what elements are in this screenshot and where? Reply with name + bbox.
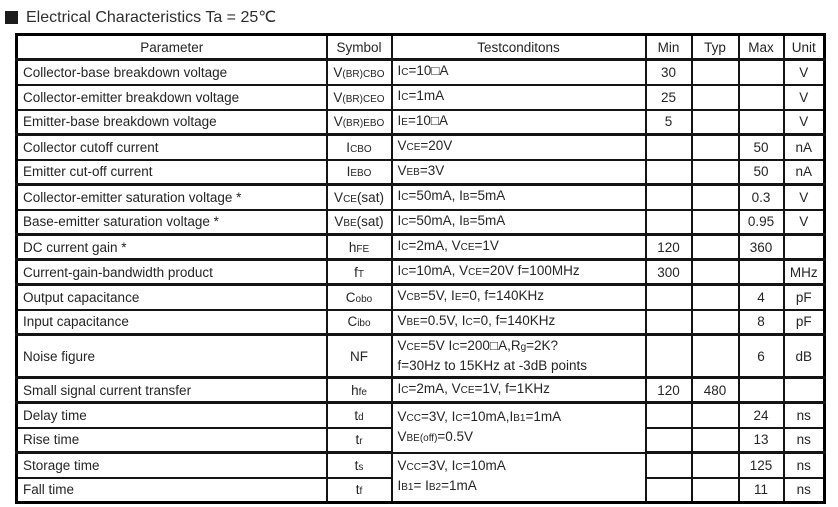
table-row [17,210,825,235]
symbol-cell: hfe [327,378,392,403]
conditions-cell: VCB=5V, IE=0, f=140KHz [392,285,646,310]
min-cell [646,135,692,160]
conditions-cell: VCC=3V, IC=10mA IB1= IB2=1mA [392,453,646,503]
max-cell: 24 [739,403,784,428]
min-cell: 25 [646,85,692,110]
symbol-cell: tr [327,428,392,453]
symbol-cell: ts [327,453,392,478]
unit-cell: pF [784,310,825,335]
typ-cell [692,235,739,260]
min-cell [646,160,692,185]
parameter-cell: Collector-emitter breakdown voltage [17,85,327,110]
conditions-cell: VEB=3V [392,160,646,185]
typ-cell [692,428,739,453]
parameter-cell: Collector-base breakdown voltage [17,60,327,85]
parameter-cell: Rise time [17,428,327,453]
min-cell [646,210,692,235]
symbol-cell: hFE [327,235,392,260]
parameter-cell: Emitter cut-off current [17,160,327,185]
parameter-cell: Small signal current transfer [17,378,327,403]
parameter-cell: Storage time [17,453,327,478]
conditions-cell: VCE=5V IC=200□A,Rg=2K? f=30Hz to 15KHz at -3dB points [392,335,646,378]
symbol-cell: IEBO [327,160,392,185]
min-cell: 120 [646,378,692,403]
unit-cell: ns [784,403,825,428]
min-cell [646,478,692,503]
max-cell: 11 [739,478,784,503]
parameter-cell: Output capacitance [17,285,327,310]
table-row [17,285,825,310]
max-cell: 6 [739,335,784,378]
parameter-cell: Collector-emitter saturation voltage * [17,185,327,210]
unit-cell: nA [784,160,825,185]
unit-cell: dB [784,335,825,378]
typ-cell: 480 [692,378,739,403]
max-cell: 13 [739,428,784,453]
section-title-bar [0,0,838,27]
max-cell [739,60,784,85]
col-header-min: Min [646,35,692,60]
table-row [17,185,825,210]
table-row [17,135,825,160]
typ-cell [692,310,739,335]
min-cell [646,335,692,378]
square-bullet-icon [5,11,18,24]
symbol-cell: ICBO [327,135,392,160]
min-cell: 5 [646,110,692,135]
unit-cell: V [784,110,825,135]
col-header-parameter: Parameter [17,35,327,60]
conditions-cell: IE=10□A [392,110,646,135]
unit-cell: MHz [784,260,825,285]
min-cell [646,403,692,428]
typ-cell [692,110,739,135]
max-cell: 360 [739,235,784,260]
col-header-conditions: Testconditons [392,35,646,60]
unit-cell: ns [784,453,825,478]
symbol-cell: td [327,403,392,428]
conditions-cell: VBE=0.5V, IC=0, f=140KHz [392,310,646,335]
parameter-cell: DC current gain * [17,235,327,260]
page-title: Electrical Characteristics Ta = 25℃ [26,9,277,26]
conditions-cell: IC=2mA, VCE=1V, f=1KHz [392,378,646,403]
table-body [17,60,825,503]
symbol-cell: Cobo [327,285,392,310]
table-row [17,85,825,110]
table-row [17,310,825,335]
typ-cell [692,210,739,235]
parameter-cell: Delay time [17,403,327,428]
min-cell: 300 [646,260,692,285]
typ-cell [692,85,739,110]
min-cell [646,285,692,310]
symbol-cell: V(BR)CEO [327,85,392,110]
table-row [17,378,825,403]
conditions-cell: IC=10□A [392,60,646,85]
max-cell [739,85,784,110]
max-cell [739,260,784,285]
col-header-max: Max [739,35,784,60]
min-cell [646,453,692,478]
unit-cell [784,235,825,260]
max-cell: 125 [739,453,784,478]
symbol-cell: V(BR)EBO [327,110,392,135]
conditions-cell: VCE=20V [392,135,646,160]
conditions-cell: IC=50mA, IB=5mA [392,185,646,210]
typ-cell [692,185,739,210]
min-cell [646,428,692,453]
symbol-cell: V(BR)CBO [327,60,392,85]
unit-cell: pF [784,285,825,310]
max-cell: 8 [739,310,784,335]
max-cell: 4 [739,285,784,310]
typ-cell [692,135,739,160]
min-cell: 30 [646,60,692,85]
table-row [17,403,825,428]
min-cell: 120 [646,235,692,260]
parameter-cell: Noise figure [17,335,327,378]
unit-cell: V [784,60,825,85]
conditions-cell: IC=10mA, VCE=20V f=100MHz [392,260,646,285]
max-cell: 50 [739,135,784,160]
unit-cell: nA [784,135,825,160]
parameter-cell: Base-emitter saturation voltage * [17,210,327,235]
table-row [17,453,825,478]
symbol-cell: tf [327,478,392,503]
table-row [17,160,825,185]
unit-cell: V [784,85,825,110]
unit-cell: ns [784,428,825,453]
symbol-cell: NF [327,335,392,378]
table-row [17,260,825,285]
symbol-cell: Cibo [327,310,392,335]
typ-cell [692,335,739,378]
parameter-cell: Emitter-base breakdown voltage [17,110,327,135]
min-cell [646,310,692,335]
table-row [17,60,825,85]
min-cell [646,185,692,210]
conditions-cell: IC=50mA, IB=5mA [392,210,646,235]
typ-cell [692,478,739,503]
max-cell [739,378,784,403]
parameter-cell: Input capacitance [17,310,327,335]
max-cell: 0.95 [739,210,784,235]
typ-cell [692,160,739,185]
col-header-typ: Typ [692,35,739,60]
symbol-cell: VBE(sat) [327,210,392,235]
conditions-cell: VCC=3V, IC=10mA,IB1=1mA VBE(off)=0.5V [392,403,646,453]
parameter-cell: Collector cutoff current [17,135,327,160]
unit-cell: V [784,210,825,235]
table-row [17,110,825,135]
max-cell: 0.3 [739,185,784,210]
parameter-cell: Fall time [17,478,327,503]
unit-cell: V [784,185,825,210]
table-row [17,235,825,260]
table-row [17,335,825,378]
conditions-cell: IC=1mA [392,85,646,110]
unit-cell [784,378,825,403]
unit-cell: ns [784,478,825,503]
typ-cell [692,453,739,478]
col-header-unit: Unit [784,35,825,60]
conditions-cell: IC=2mA, VCE=1V [392,235,646,260]
table-header-row [17,35,825,60]
parameter-cell: Current-gain-bandwidth product [17,260,327,285]
symbol-cell: fT [327,260,392,285]
max-cell: 50 [739,160,784,185]
typ-cell [692,60,739,85]
symbol-cell: VCE(sat) [327,185,392,210]
electrical-characteristics-table [15,33,826,504]
typ-cell [692,260,739,285]
typ-cell [692,403,739,428]
typ-cell [692,285,739,310]
col-header-symbol: Symbol [327,35,392,60]
max-cell [739,110,784,135]
